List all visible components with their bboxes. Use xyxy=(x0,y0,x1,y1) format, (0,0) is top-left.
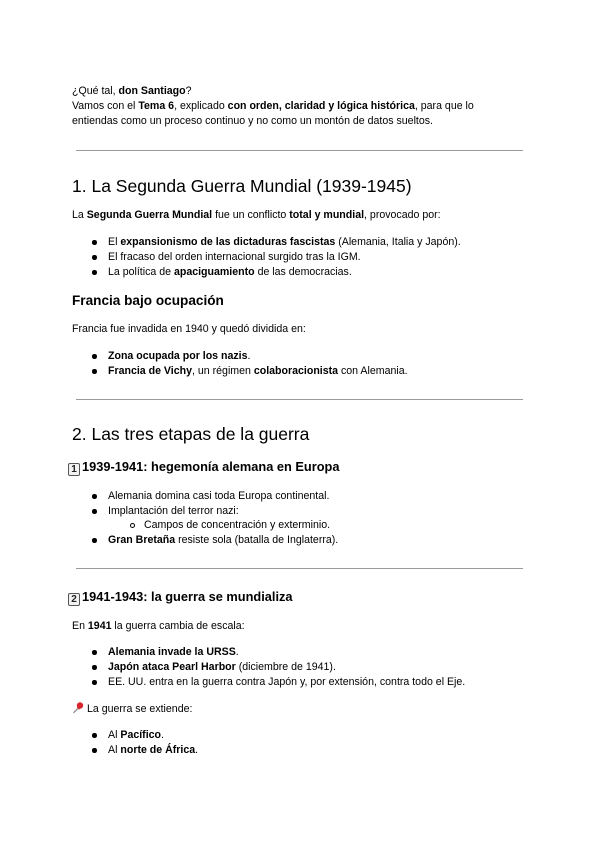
bullet xyxy=(92,650,97,655)
list-item: Zona ocupada por los nazis. xyxy=(108,350,251,362)
stage-1-title: 1 1939-1941: hegemonía alemana en Europa xyxy=(68,459,339,476)
list-item: Al norte de África. xyxy=(108,744,199,756)
section-1-paragraph: La Segunda Guerra Mundial fue un conflicto total y mundial, provocado por: xyxy=(72,209,441,221)
list-item: Al Pacífico. xyxy=(108,729,164,741)
list-item: La política de apaciguamiento de las democracias. xyxy=(108,266,352,278)
bullet xyxy=(92,509,97,514)
list-item: Francia de Vichy, un régimen colaboracionista con Alemania. xyxy=(108,365,408,377)
list-item: EE. UU. entra en la guerra contra Japón y, por extensión, contra todo el Eje. xyxy=(108,676,466,688)
list-item: El expansionismo de las dictaduras fascistas (Alemania, Italia y Japón). xyxy=(108,236,461,248)
divider xyxy=(76,568,523,569)
pushpin-icon xyxy=(72,701,85,714)
bullet xyxy=(92,354,97,359)
sub-bullet xyxy=(130,523,135,528)
sub-list-item: Campos de concentración y exterminio. xyxy=(144,519,331,531)
stage-2-title: 2 1941-1943: la guerra se mundializa xyxy=(68,589,293,606)
bullet xyxy=(92,538,97,543)
list-item: Alemania invade la URSS. xyxy=(108,646,239,658)
section-1-title: 1. La Segunda Guerra Mundial (1939-1945) xyxy=(72,176,412,196)
bullet xyxy=(92,733,97,738)
bullet xyxy=(92,369,97,374)
intro-line-2: Vamos con el Tema 6, explicado con orden, claridad y lógica histórica, para que lo xyxy=(72,100,474,112)
bullet xyxy=(92,255,97,260)
list-item: Alemania domina casi toda Europa continental. xyxy=(108,490,330,502)
list-item: Implantación del terror nazi: xyxy=(108,505,239,517)
bullet xyxy=(92,494,97,499)
number-2-icon: 2 xyxy=(68,593,80,606)
list-item: Japón ataca Pearl Harbor (diciembre de 1941). xyxy=(108,661,336,673)
intro-line-3: entiendas como un proceso continuo y no como un montón de datos sueltos. xyxy=(72,115,434,127)
list-item: El fracaso del orden internacional surgido tras la IGM. xyxy=(108,251,361,263)
subsection-paragraph: Francia fue invadida en 1940 y quedó dividida en: xyxy=(72,323,306,335)
subsection-title: Francia bajo ocupación xyxy=(72,293,224,308)
intro-greeting: ¿Qué tal, don Santiago? xyxy=(72,85,192,97)
number-1-icon: 1 xyxy=(68,463,80,476)
bullet xyxy=(92,748,97,753)
divider xyxy=(76,399,523,400)
list-item: Gran Bretaña resiste sola (batalla de Inglaterra). xyxy=(108,534,339,546)
bullet xyxy=(92,270,97,275)
stage-2-paragraph: En 1941 la guerra cambia de escala: xyxy=(72,620,245,632)
divider xyxy=(76,150,523,151)
bullet xyxy=(92,665,97,670)
section-2-title: 2. Las tres etapas de la guerra xyxy=(72,424,310,444)
bullet xyxy=(92,240,97,245)
bullet xyxy=(92,680,97,685)
pin-line: La guerra se extiende: xyxy=(72,701,192,716)
